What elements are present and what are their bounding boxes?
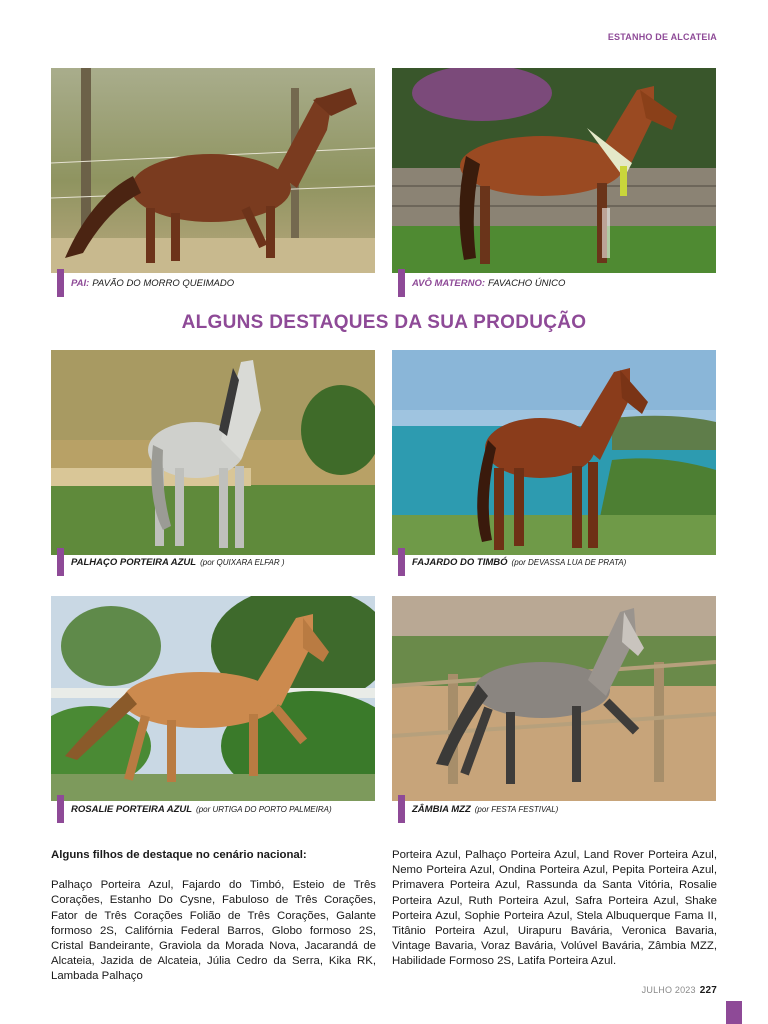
caption-accent-bar bbox=[57, 795, 64, 823]
caption-highlight-1 bbox=[57, 553, 285, 571]
horse-name: PALHAÇO PORTEIRA AZUL bbox=[71, 556, 197, 568]
photo-highlight-4 bbox=[392, 596, 716, 801]
page-number: 227 bbox=[699, 985, 717, 996]
photo-highlight-3 bbox=[51, 596, 375, 801]
caption-key: AVÔ MATERNO: bbox=[412, 277, 486, 289]
caption-accent-bar bbox=[398, 548, 405, 576]
horse-sire: (por DEVASSA LUA DE PRATA) bbox=[511, 557, 627, 567]
caption-highlight-2 bbox=[398, 553, 626, 571]
article-heading: Alguns filhos de destaque no cenário nacional: bbox=[51, 849, 307, 861]
horse-sire: (por FESTA FESTIVAL) bbox=[474, 804, 559, 814]
photo-highlight-1 bbox=[51, 350, 375, 555]
caption-maternal-grandsire bbox=[398, 274, 565, 292]
horse-sire: (por URTIGA DO PORTO PALMEIRA) bbox=[196, 804, 332, 814]
page-edge-tab bbox=[726, 1001, 742, 1024]
photo-maternal-grandsire bbox=[392, 68, 716, 273]
caption-accent-bar bbox=[398, 795, 405, 823]
article-column-right bbox=[392, 848, 717, 970]
caption-value: FAVACHO ÚNICO bbox=[488, 277, 566, 289]
caption-highlight-3 bbox=[57, 800, 332, 818]
caption-highlight-4 bbox=[398, 800, 558, 818]
caption-accent-bar bbox=[398, 269, 405, 297]
horse-name: ROSALIE PORTEIRA AZUL bbox=[71, 803, 193, 815]
page-footer bbox=[642, 985, 717, 996]
article-column-left bbox=[51, 848, 376, 985]
section-title: ALGUNS DESTAQUES DA SUA PRODUÇÃO bbox=[181, 312, 587, 333]
article-text-right: Porteira Azul, Palhaço Porteira Azul, Land Rover Porteira Azul, Nemo Porteira Azul, Ondina Porteira Azul, Pepita Porteira Azul, Primavera Porteira Azul, Rassunda da Santa Vitória, Rosalie Porteira Azul, Ruth Porteira Azul, Safra Porteira Azul, Shake Porteira Azul, Sophie Porteira Azul, Stela Albuquerque Fama II, Titânio Porteira Azul, Uirapuru Bavária, Veronica Bavaria, Vintage Bavaria, Voraz Bavária, Volúvel Bavária, Zâmbia MZZ, Habilidade Formoso 2S, Latifa Porteira Azul. bbox=[392, 849, 717, 968]
caption-sire bbox=[57, 274, 234, 292]
horse-name: FAJARDO DO TIMBÓ bbox=[412, 556, 508, 568]
caption-key: PAI: bbox=[71, 277, 90, 289]
horse-name: ZÂMBIA MZZ bbox=[412, 803, 471, 815]
running-title: ESTANHO DE ALCATEIA bbox=[607, 32, 717, 42]
horse-sire: (por QUIXARA ELFAR ) bbox=[200, 557, 285, 567]
article-text-left: Palhaço Porteira Azul, Fajardo do Timbó, Esteio de Três Corações, Estanho Do Cysne, Fabuloso de Três Corações, Fator de Três Corações Folião de Três Corações, Galante formoso 2S, Califórnia Federal Barros, Globo formoso 2S, Cristal Bandeirante, Graviola da Morada Nova, Jacarandá de Alcateia, Jazida de Alcateia, Júlia Cedro da Serra, Kika RK, Lambada Palhaço bbox=[51, 879, 376, 983]
photo-sire bbox=[51, 68, 375, 273]
caption-accent-bar bbox=[57, 269, 64, 297]
photo-highlight-2 bbox=[392, 350, 716, 555]
caption-accent-bar bbox=[57, 548, 64, 576]
issue-date: JULHO 2023 bbox=[641, 985, 696, 995]
caption-value: PAVÃO DO MORRO QUEIMADO bbox=[92, 277, 235, 289]
